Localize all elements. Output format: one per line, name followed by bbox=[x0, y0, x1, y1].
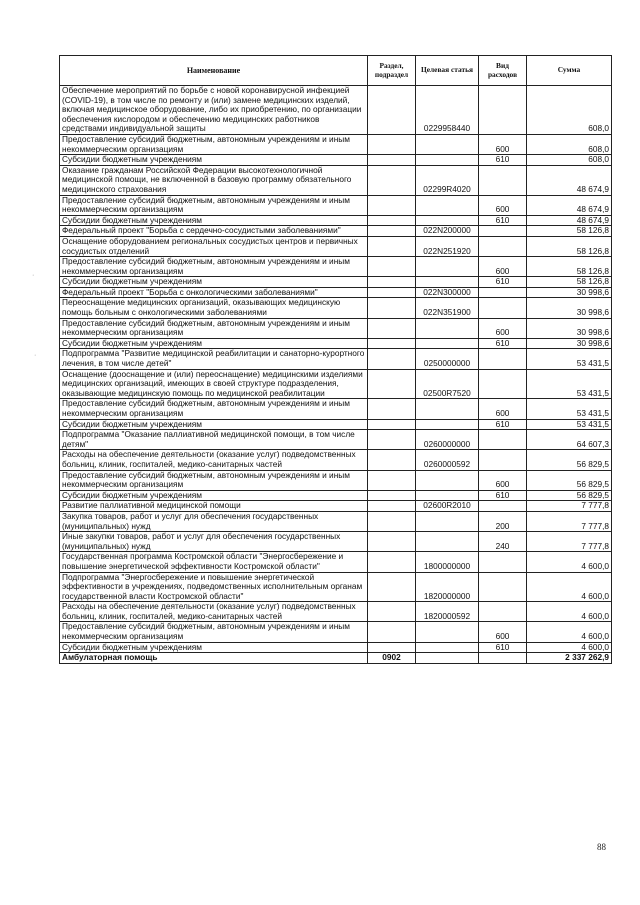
cell-name: Государственная программа Костромской области "Энергосбережение и повышение энергетической эффективности Костромской области" bbox=[60, 552, 368, 572]
cell-target bbox=[416, 277, 479, 288]
cell-name: Расходы на обеспечение деятельности (оказание услуг) подведомственных больниц, клиник, госпиталей, медико-санитарных частей bbox=[60, 450, 368, 470]
cell-sum: 4 600,0 bbox=[527, 622, 612, 642]
cell-sum: 56 829,5 bbox=[527, 450, 612, 470]
cell-target: 02299R4020 bbox=[416, 165, 479, 195]
cell-section bbox=[368, 470, 416, 490]
cell-kind: 600 bbox=[479, 622, 527, 642]
cell-name: Расходы на обеспечение деятельности (оказание услуг) подведомственных больниц, клиник, госпиталей, медико-санитарных частей bbox=[60, 602, 368, 622]
cell-sum: 48 674,9 bbox=[527, 165, 612, 195]
cell-name: Предоставление субсидий бюджетным, автономным учреждениям и иным некоммерческим организациям bbox=[60, 399, 368, 419]
table-row bbox=[60, 399, 612, 419]
cell-kind bbox=[479, 501, 527, 512]
cell-kind: 600 bbox=[479, 318, 527, 338]
cell-section bbox=[368, 277, 416, 288]
cell-kind bbox=[479, 552, 527, 572]
cell-target bbox=[416, 511, 479, 531]
cell-sum: 30 998,6 bbox=[527, 287, 612, 298]
cell-section bbox=[368, 338, 416, 349]
cell-section bbox=[368, 642, 416, 653]
table-row bbox=[60, 277, 612, 288]
budget-table bbox=[59, 55, 612, 664]
cell-name: Субсидии бюджетным учреждениям bbox=[60, 419, 368, 430]
table-row bbox=[60, 257, 612, 277]
cell-sum: 608,0 bbox=[527, 155, 612, 166]
cell-sum: 56 829,5 bbox=[527, 470, 612, 490]
cell-kind bbox=[479, 86, 527, 135]
cell-kind: 600 bbox=[479, 470, 527, 490]
cell-name: Оказание гражданам Российской Федерации высокотехнологичной медицинской помощи, не включенной в базовую программу обязательного медицинского страхования bbox=[60, 165, 368, 195]
table-row bbox=[60, 430, 612, 450]
cell-section bbox=[368, 419, 416, 430]
table-row bbox=[60, 165, 612, 195]
cell-section bbox=[368, 215, 416, 226]
cell-target: 02600R2010 bbox=[416, 501, 479, 512]
cell-target bbox=[416, 622, 479, 642]
column-header-sum: Сумма bbox=[527, 56, 612, 86]
cell-target bbox=[416, 338, 479, 349]
cell-target: 022N200000 bbox=[416, 226, 479, 237]
cell-name: Переоснащение медицинских организаций, оказывающих медицинскую помощь больным с онкологическими заболеваниями bbox=[60, 298, 368, 318]
cell-name: Развитие паллиативной медицинской помощи bbox=[60, 501, 368, 512]
cell-section bbox=[368, 134, 416, 154]
cell-kind bbox=[479, 349, 527, 369]
cell-section bbox=[368, 257, 416, 277]
table-header-row bbox=[60, 56, 612, 86]
cell-sum: 48 674,9 bbox=[527, 215, 612, 226]
table-row bbox=[60, 338, 612, 349]
cell-target: 1820000592 bbox=[416, 602, 479, 622]
cell-kind bbox=[479, 165, 527, 195]
cell-sum: 4 600,0 bbox=[527, 552, 612, 572]
cell-section bbox=[368, 399, 416, 419]
cell-sum: 608,0 bbox=[527, 86, 612, 135]
cell-name: Предоставление субсидий бюджетным, автономным учреждениям и иным некоммерческим организациям bbox=[60, 622, 368, 642]
cell-section bbox=[368, 369, 416, 399]
table-row bbox=[60, 236, 612, 256]
column-header-section: Раздел, подраздел bbox=[368, 56, 416, 86]
cell-name: Федеральный проект "Борьба с сердечно-сосудистыми заболеваниями" bbox=[60, 226, 368, 237]
cell-kind bbox=[479, 450, 527, 470]
cell-sum: 58 126,8 bbox=[527, 257, 612, 277]
cell-kind bbox=[479, 226, 527, 237]
cell-name: Предоставление субсидий бюджетным, автономным учреждениям и иным некоммерческим организациям bbox=[60, 318, 368, 338]
table-row bbox=[60, 532, 612, 552]
cell-target bbox=[416, 653, 479, 664]
cell-kind: 610 bbox=[479, 155, 527, 166]
cell-target bbox=[416, 642, 479, 653]
cell-name: Предоставление субсидий бюджетным, автономным учреждениям и иным некоммерческим организациям bbox=[60, 470, 368, 490]
cell-kind: 610 bbox=[479, 277, 527, 288]
cell-name: Амбулаторная помощь bbox=[60, 653, 368, 664]
cell-name: Иные закупки товаров, работ и услуг для обеспечения государственных (муниципальных) нужд bbox=[60, 532, 368, 552]
cell-kind bbox=[479, 430, 527, 450]
table-row bbox=[60, 298, 612, 318]
table-row bbox=[60, 552, 612, 572]
cell-section bbox=[368, 532, 416, 552]
cell-sum: 58 126,8 bbox=[527, 226, 612, 237]
table-row bbox=[60, 572, 612, 602]
page-number: 88 bbox=[597, 842, 606, 852]
table-row bbox=[60, 642, 612, 653]
margin-mark: · bbox=[34, 352, 37, 359]
table-row bbox=[60, 226, 612, 237]
cell-sum: 30 998,6 bbox=[527, 338, 612, 349]
cell-kind: 610 bbox=[479, 215, 527, 226]
cell-section bbox=[368, 165, 416, 195]
cell-target: 0250000000 bbox=[416, 349, 479, 369]
cell-target: 022N300000 bbox=[416, 287, 479, 298]
cell-kind bbox=[479, 298, 527, 318]
table-row bbox=[60, 86, 612, 135]
table-row bbox=[60, 287, 612, 298]
cell-target bbox=[416, 470, 479, 490]
cell-sum: 608,0 bbox=[527, 134, 612, 154]
cell-kind: 600 bbox=[479, 195, 527, 215]
cell-kind: 200 bbox=[479, 511, 527, 531]
table-row bbox=[60, 215, 612, 226]
cell-target bbox=[416, 399, 479, 419]
cell-section: 0902 bbox=[368, 653, 416, 664]
table-row bbox=[60, 450, 612, 470]
cell-sum: 53 431,5 bbox=[527, 349, 612, 369]
table-row bbox=[60, 369, 612, 399]
cell-kind: 610 bbox=[479, 419, 527, 430]
cell-name: Субсидии бюджетным учреждениям bbox=[60, 490, 368, 501]
cell-sum: 58 126,8 bbox=[527, 277, 612, 288]
cell-kind: 600 bbox=[479, 399, 527, 419]
cell-section bbox=[368, 511, 416, 531]
cell-sum: 53 431,5 bbox=[527, 419, 612, 430]
cell-sum: 4 600,0 bbox=[527, 602, 612, 622]
cell-kind: 610 bbox=[479, 490, 527, 501]
cell-kind bbox=[479, 653, 527, 664]
cell-sum: 4 600,0 bbox=[527, 642, 612, 653]
cell-sum: 53 431,5 bbox=[527, 399, 612, 419]
column-header-kind: Вид расходов bbox=[479, 56, 527, 86]
cell-name: Субсидии бюджетным учреждениям bbox=[60, 642, 368, 653]
table-row bbox=[60, 419, 612, 430]
cell-name: Предоставление субсидий бюджетным, автономным учреждениям и иным некоммерческим организациям bbox=[60, 134, 368, 154]
cell-target bbox=[416, 215, 479, 226]
cell-section bbox=[368, 155, 416, 166]
cell-sum: 56 829,5 bbox=[527, 490, 612, 501]
cell-target: 0260000000 bbox=[416, 430, 479, 450]
cell-name: Предоставление субсидий бюджетным, автономным учреждениям и иным некоммерческим организациям bbox=[60, 257, 368, 277]
cell-target: 0260000592 bbox=[416, 450, 479, 470]
cell-target bbox=[416, 195, 479, 215]
cell-section bbox=[368, 572, 416, 602]
table-row bbox=[60, 318, 612, 338]
cell-name: Субсидии бюджетным учреждениям bbox=[60, 338, 368, 349]
table-row bbox=[60, 470, 612, 490]
column-header-name: Наименование bbox=[60, 56, 368, 86]
cell-name: Субсидии бюджетным учреждениям bbox=[60, 155, 368, 166]
table-row bbox=[60, 602, 612, 622]
cell-target bbox=[416, 257, 479, 277]
cell-target: 02500R7520 bbox=[416, 369, 479, 399]
cell-target: 0229958440 bbox=[416, 86, 479, 135]
cell-target: 022N351900 bbox=[416, 298, 479, 318]
margin-mark: · bbox=[32, 272, 35, 279]
cell-section bbox=[368, 349, 416, 369]
cell-sum: 30 998,6 bbox=[527, 318, 612, 338]
cell-section bbox=[368, 430, 416, 450]
cell-sum: 58 126,8 bbox=[527, 236, 612, 256]
cell-sum: 30 998,6 bbox=[527, 298, 612, 318]
cell-name: Обеспечение мероприятий по борьбе с новой коронавирусной инфекцией (COVID-19), в том числе по ремонту и (или) замене медицинских изделий, включая медицинское оборудование, либо их приобретению, по организации обеспечения кислородом и обеспечению медицинских работников средствами индивидуальной защиты bbox=[60, 86, 368, 135]
cell-section bbox=[368, 236, 416, 256]
cell-sum: 48 674,9 bbox=[527, 195, 612, 215]
table-row bbox=[60, 195, 612, 215]
cell-sum: 2 337 262,9 bbox=[527, 653, 612, 664]
cell-sum: 64 607,3 bbox=[527, 430, 612, 450]
cell-kind: 600 bbox=[479, 134, 527, 154]
table-row bbox=[60, 155, 612, 166]
cell-target: 1820000000 bbox=[416, 572, 479, 602]
table-row bbox=[60, 134, 612, 154]
cell-section bbox=[368, 501, 416, 512]
cell-kind bbox=[479, 369, 527, 399]
cell-kind: 610 bbox=[479, 338, 527, 349]
cell-sum: 4 600,0 bbox=[527, 572, 612, 602]
cell-section bbox=[368, 226, 416, 237]
table-row bbox=[60, 490, 612, 501]
table-row bbox=[60, 349, 612, 369]
cell-section bbox=[368, 298, 416, 318]
column-header-target: Целевая статья bbox=[416, 56, 479, 86]
cell-name: Федеральный проект "Борьба с онкологическими заболеваниями" bbox=[60, 287, 368, 298]
cell-target bbox=[416, 318, 479, 338]
cell-kind: 240 bbox=[479, 532, 527, 552]
cell-sum: 7 777,8 bbox=[527, 532, 612, 552]
table-body bbox=[60, 86, 612, 664]
cell-sum: 7 777,8 bbox=[527, 501, 612, 512]
cell-name: Подпрограмма "Энергосбережение и повышение энергетической эффективности в учреждениях, подведомственных исполнительным органам государственной власти Костромской области" bbox=[60, 572, 368, 602]
table-row bbox=[60, 653, 612, 664]
table-row bbox=[60, 501, 612, 512]
table-row bbox=[60, 622, 612, 642]
cell-target bbox=[416, 155, 479, 166]
cell-section bbox=[368, 86, 416, 135]
cell-target bbox=[416, 490, 479, 501]
cell-target: 022N251920 bbox=[416, 236, 479, 256]
cell-sum: 53 431,5 bbox=[527, 369, 612, 399]
cell-kind bbox=[479, 287, 527, 298]
cell-sum: 7 777,8 bbox=[527, 511, 612, 531]
cell-kind bbox=[479, 602, 527, 622]
cell-kind: 610 bbox=[479, 642, 527, 653]
cell-name: Оснащение оборудованием региональных сосудистых центров и первичных сосудистых отделений bbox=[60, 236, 368, 256]
cell-section bbox=[368, 318, 416, 338]
table-row bbox=[60, 511, 612, 531]
cell-section bbox=[368, 287, 416, 298]
cell-name: Подпрограмма "Развитие медицинской реабилитации и санаторно-курортного лечения, в том числе детей" bbox=[60, 349, 368, 369]
cell-name: Субсидии бюджетным учреждениям bbox=[60, 277, 368, 288]
cell-name: Оснащение (дооснащение и (или) переоснащение) медицинскими изделиями медицинских организаций, имеющих в своей структуре подразделения, оказывающие медицинскую помощь по медицинской реабилитации bbox=[60, 369, 368, 399]
cell-kind bbox=[479, 572, 527, 602]
cell-section bbox=[368, 552, 416, 572]
cell-name: Субсидии бюджетным учреждениям bbox=[60, 215, 368, 226]
cell-name: Закупка товаров, работ и услуг для обеспечения государственных (муниципальных) нужд bbox=[60, 511, 368, 531]
cell-target bbox=[416, 134, 479, 154]
cell-target bbox=[416, 419, 479, 430]
cell-target bbox=[416, 532, 479, 552]
cell-section bbox=[368, 490, 416, 501]
cell-kind bbox=[479, 236, 527, 256]
cell-section bbox=[368, 602, 416, 622]
cell-section bbox=[368, 450, 416, 470]
cell-name: Подпрограмма "Оказание паллиативной медицинской помощи, в том числе детям" bbox=[60, 430, 368, 450]
cell-kind: 600 bbox=[479, 257, 527, 277]
cell-name: Предоставление субсидий бюджетным, автономным учреждениям и иным некоммерческим организациям bbox=[60, 195, 368, 215]
cell-target: 1800000000 bbox=[416, 552, 479, 572]
cell-section bbox=[368, 622, 416, 642]
cell-section bbox=[368, 195, 416, 215]
